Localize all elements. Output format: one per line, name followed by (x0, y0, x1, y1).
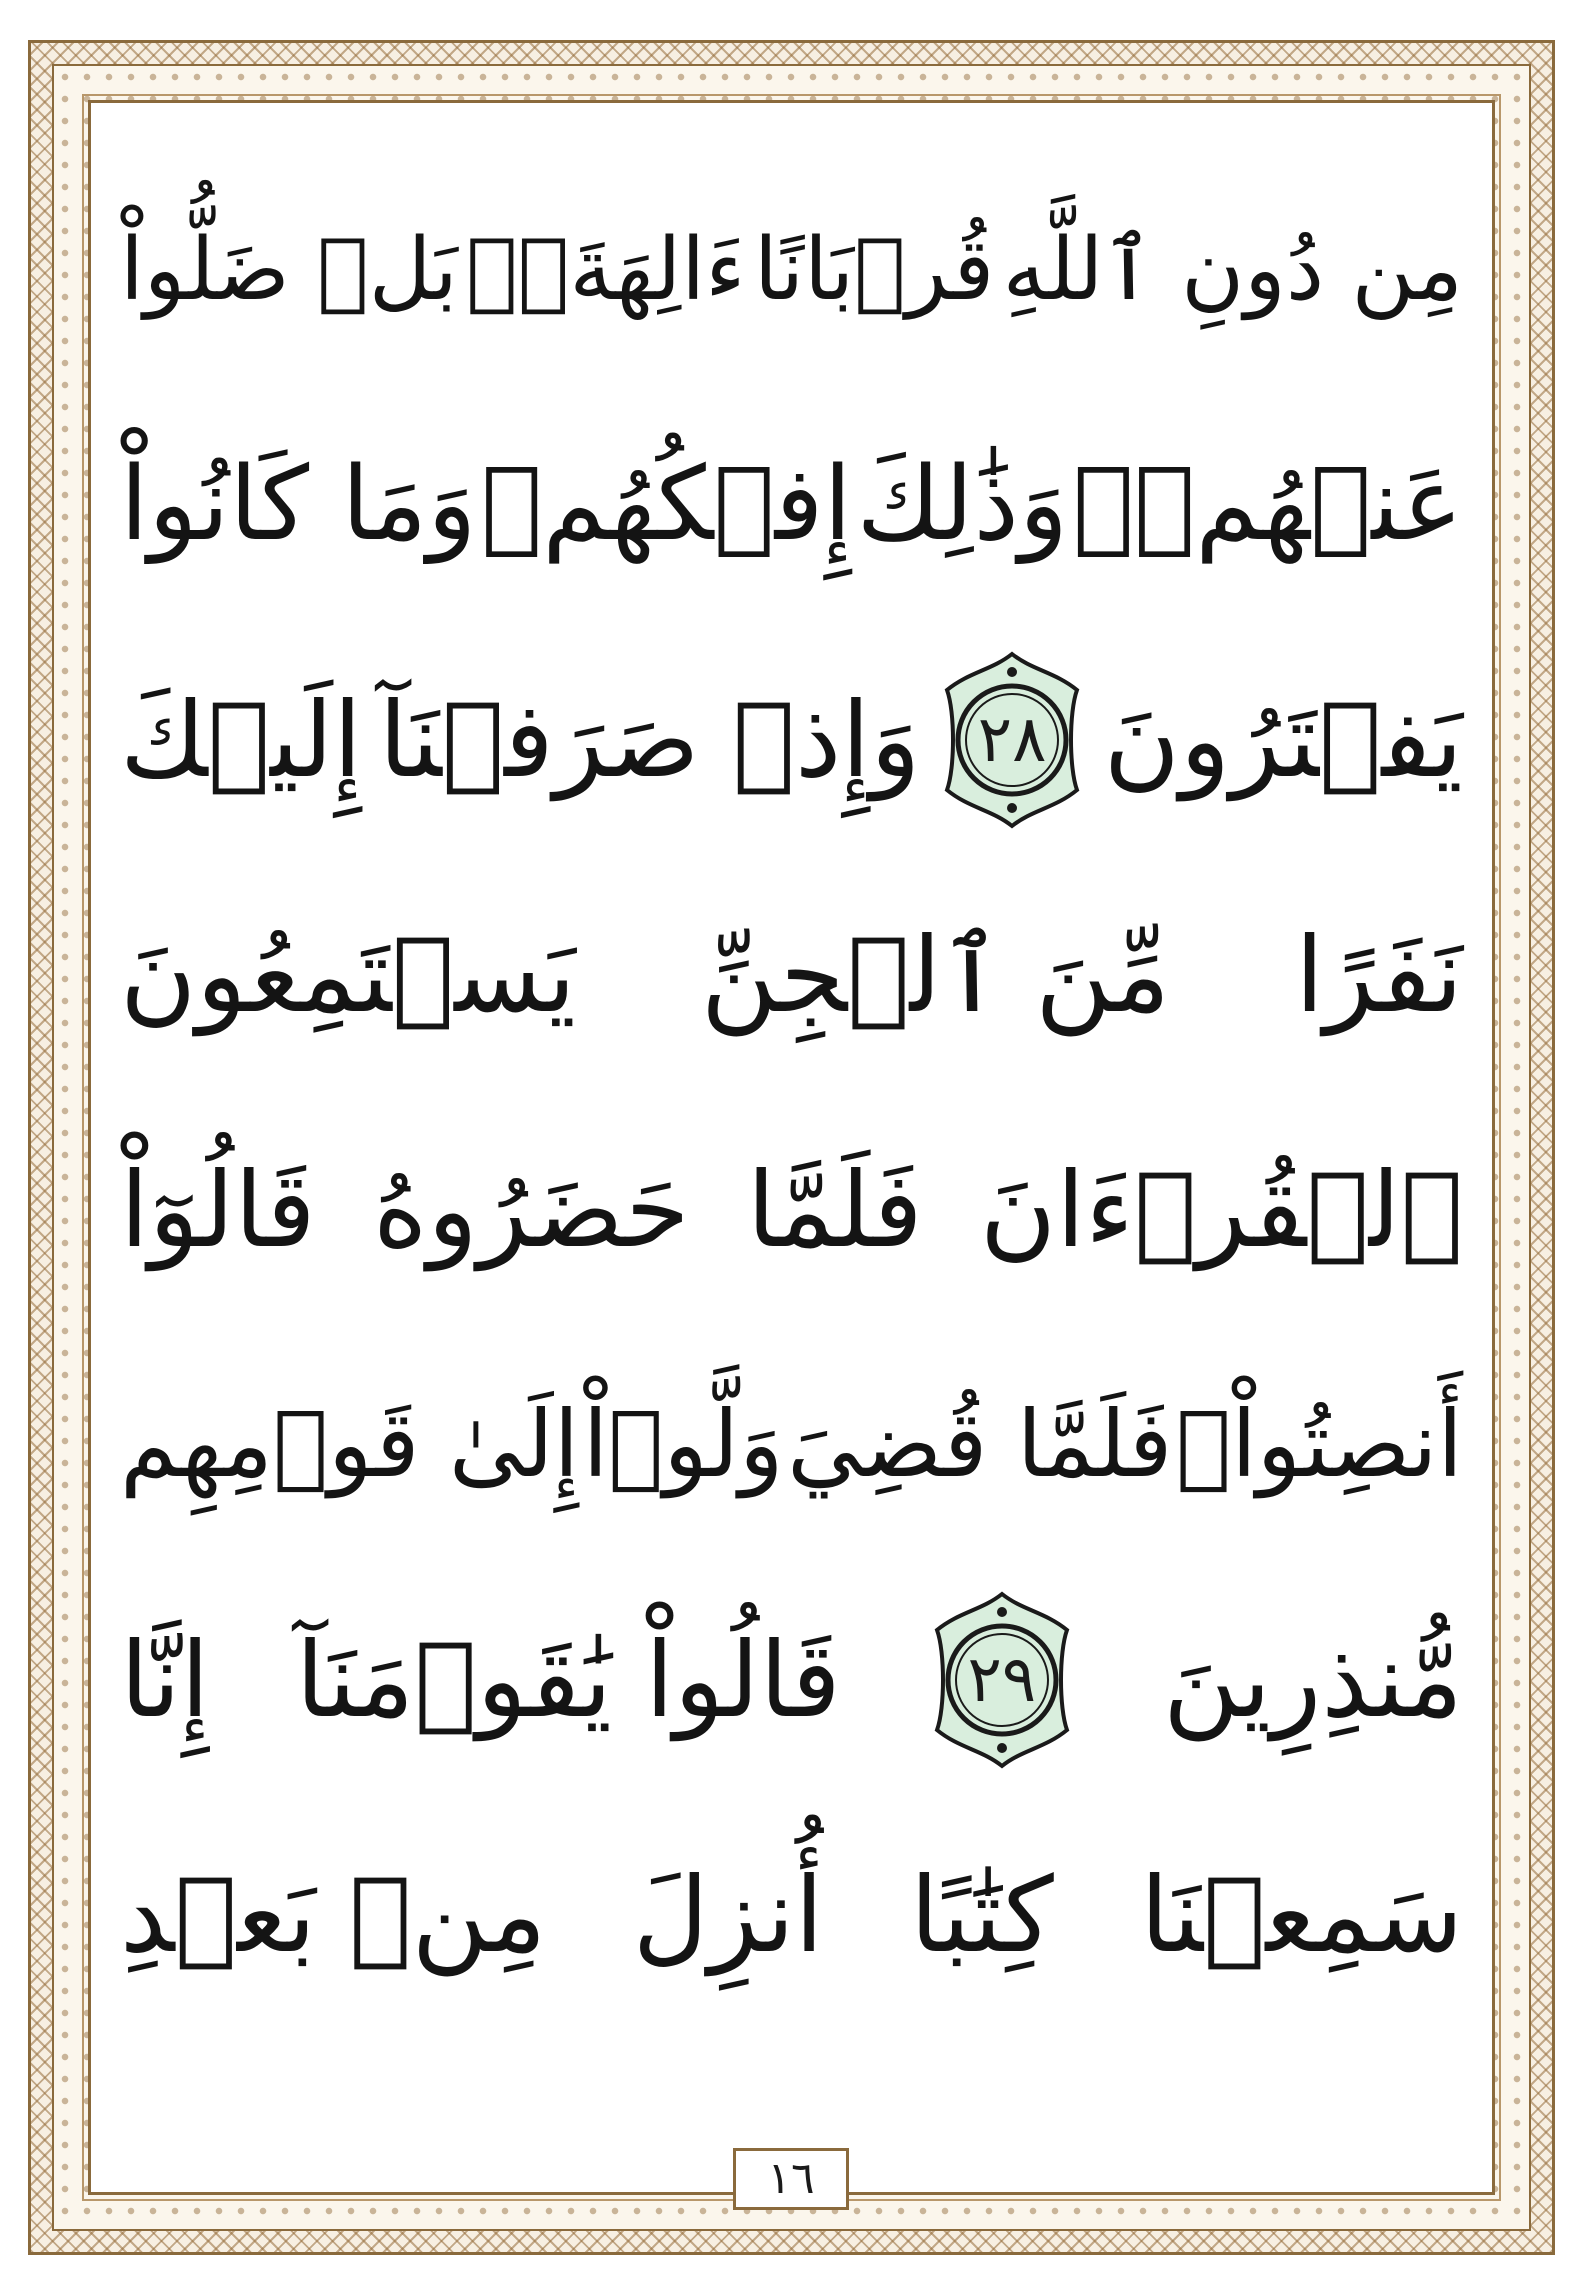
verse-word-group: قَالُواْ يَٰقَوۡمَنَآ (295, 1619, 841, 1741)
verse-word-group: مِنۢ بَعۡدِ (120, 1854, 547, 1976)
text-line (120, 1110, 1463, 1310)
verse-word-group: بَلۡ ضَلُّواْ (120, 220, 458, 320)
verse-word-group: فَلَمَّا قُضِيَ (787, 1391, 1173, 1498)
text-line (120, 405, 1463, 605)
verse-word-group: مُّنذِرِينَ (1162, 1619, 1463, 1741)
text-line (120, 1345, 1463, 1545)
text-line (120, 1815, 1463, 2015)
verse-word-group: أَنصِتُواْۖ (1175, 1391, 1463, 1498)
verse-word-group: إِلَيۡكَ (120, 679, 363, 801)
text-line (120, 170, 1463, 370)
verse-word-group: وَذَٰلِكَ (856, 445, 1069, 564)
text-line (120, 640, 1463, 840)
verse-word-group: ٱلۡقُرۡءَانَ (979, 1149, 1463, 1271)
quran-text-block (120, 170, 1463, 2050)
verse-word-group: قُرۡبَانًا (753, 220, 995, 320)
verse-word-group: سَمِعۡنَا (1140, 1854, 1463, 1976)
page-number: ١٦ (767, 2153, 815, 2204)
verse-word-group: وَإِذۡ صَرَفۡنَآ (378, 679, 921, 801)
ayah-number: ٢٨ (977, 703, 1047, 777)
verse-word-group: وَمَا كَانُواْ (120, 445, 477, 564)
ayah-number: ٢٩ (967, 1643, 1037, 1717)
verse-word-group: نَفَرًا (1295, 914, 1463, 1036)
verse-word-group: مِن دُونِ ٱللَّهِ (1002, 220, 1463, 320)
page-number-box (733, 2148, 849, 2210)
verse-word-group: حَضَرُوهُ (372, 1149, 690, 1271)
verse-word-group: قَالُوٓاْ (120, 1149, 316, 1271)
text-line (120, 875, 1463, 1075)
verse-word-group: يَفۡتَرُونَ (1103, 679, 1463, 801)
verse-word-group: إِفۡكُهُمۡ (481, 445, 852, 564)
verse-word-group: وَلَّوۡاْ (582, 1391, 784, 1498)
verse-word-group: إِنَّا (120, 1619, 210, 1741)
ayah-end-marker (937, 650, 1087, 830)
verse-word-group: مِّنَ ٱلۡجِنِّ (700, 914, 1171, 1036)
ayah-end-marker (927, 1590, 1077, 1770)
verse-word-group: إِلَىٰ قَوۡمِهِم (120, 1391, 580, 1498)
verse-word-group: أُنزِلَ (632, 1854, 824, 1976)
verse-word-group: فَلَمَّا (746, 1149, 923, 1271)
verse-word-group: يَسۡتَمِعُونَ (120, 914, 576, 1036)
verse-word-group: عَنۡهُمۡۚ (1072, 445, 1463, 564)
verse-word-group: ءَالِهَةَۢۖ (466, 220, 746, 320)
text-line (120, 1580, 1463, 1780)
verse-word-group: كِتَٰبًا (909, 1854, 1054, 1976)
